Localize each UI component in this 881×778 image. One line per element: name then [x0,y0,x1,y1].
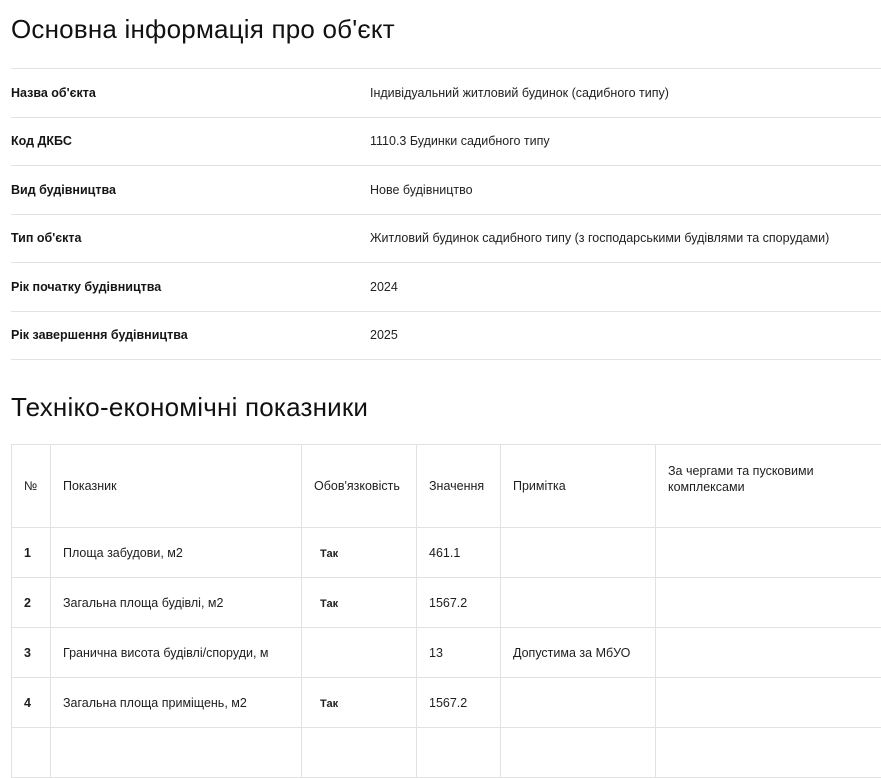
required-badge: Так [320,548,338,560]
info-row-end-year [11,312,881,361]
header-num: № [12,445,51,528]
info-value: 2024 [370,280,398,294]
table-row [12,528,881,578]
header-indicator: Показник [51,445,302,528]
row-value [417,728,501,778]
row-indicator: Загальна площа будівлі, м2 [51,578,302,628]
row-indicator: Площа забудови, м2 [51,528,302,578]
info-value: Нове будівництво [370,183,473,197]
table-row [12,628,881,678]
row-value: 13 [417,628,501,678]
row-required-cell [302,678,417,728]
row-queue [656,528,881,578]
table-row [12,578,881,628]
tech-indicators-title: Техніко-економічні показники [11,392,368,423]
row-queue [656,678,881,728]
row-required-cell [302,578,417,628]
info-label: Назва об'єкта [11,86,370,100]
info-value: Індивідуальний житловий будинок (садибного типу) [370,86,669,100]
row-indicator: Загальна площа приміщень, м2 [51,678,302,728]
row-required-cell [302,728,417,778]
row-value: 461.1 [417,528,501,578]
row-note [501,578,656,628]
row-note [501,528,656,578]
row-note [501,728,656,778]
header-required: Обов'язковість [302,445,417,528]
required-badge: Так [320,698,338,710]
info-label: Тип об'єкта [11,231,370,245]
required-badge: Так [320,598,338,610]
row-indicator: Гранична висота будівлі/споруди, м [51,628,302,678]
row-num: 2 [12,578,51,628]
row-num: 4 [12,678,51,728]
info-label: Вид будівництва [11,183,370,197]
info-value: Житловий будинок садибного типу (з господарськими будівлями та спорудами) [370,231,829,245]
info-row-start-year [11,263,881,312]
info-label: Код ДКБС [11,134,370,148]
row-queue [656,578,881,628]
row-value: 1567.2 [417,578,501,628]
table-row [12,728,881,778]
info-row-dkbs-code [11,118,881,167]
info-row-object-name [11,69,881,118]
table-row [12,678,881,728]
row-value: 1567.2 [417,678,501,728]
info-value: 1110.3 Будинки садибного типу [370,134,550,148]
info-label: Рік початку будівництва [11,280,370,294]
row-note [501,678,656,728]
info-row-construction-kind [11,166,881,215]
row-required-cell [302,628,417,678]
info-label: Рік завершення будівництва [11,328,370,342]
row-num: 3 [12,628,51,678]
header-queue: За чергами та пусковими комплексами [656,445,881,528]
main-info-list [11,68,881,360]
row-note: Допустима за МбУО [501,628,656,678]
info-value: 2025 [370,328,398,342]
header-value: Значення [417,445,501,528]
info-row-object-type [11,215,881,264]
row-num [12,728,51,778]
row-required-cell [302,528,417,578]
table-header-row [12,445,881,528]
header-note: Примітка [501,445,656,528]
tech-indicators-table [11,444,881,778]
row-queue [656,628,881,678]
row-queue [656,728,881,778]
main-info-title: Основна інформація про об'єкт [11,14,395,45]
row-num: 1 [12,528,51,578]
row-indicator [51,728,302,778]
